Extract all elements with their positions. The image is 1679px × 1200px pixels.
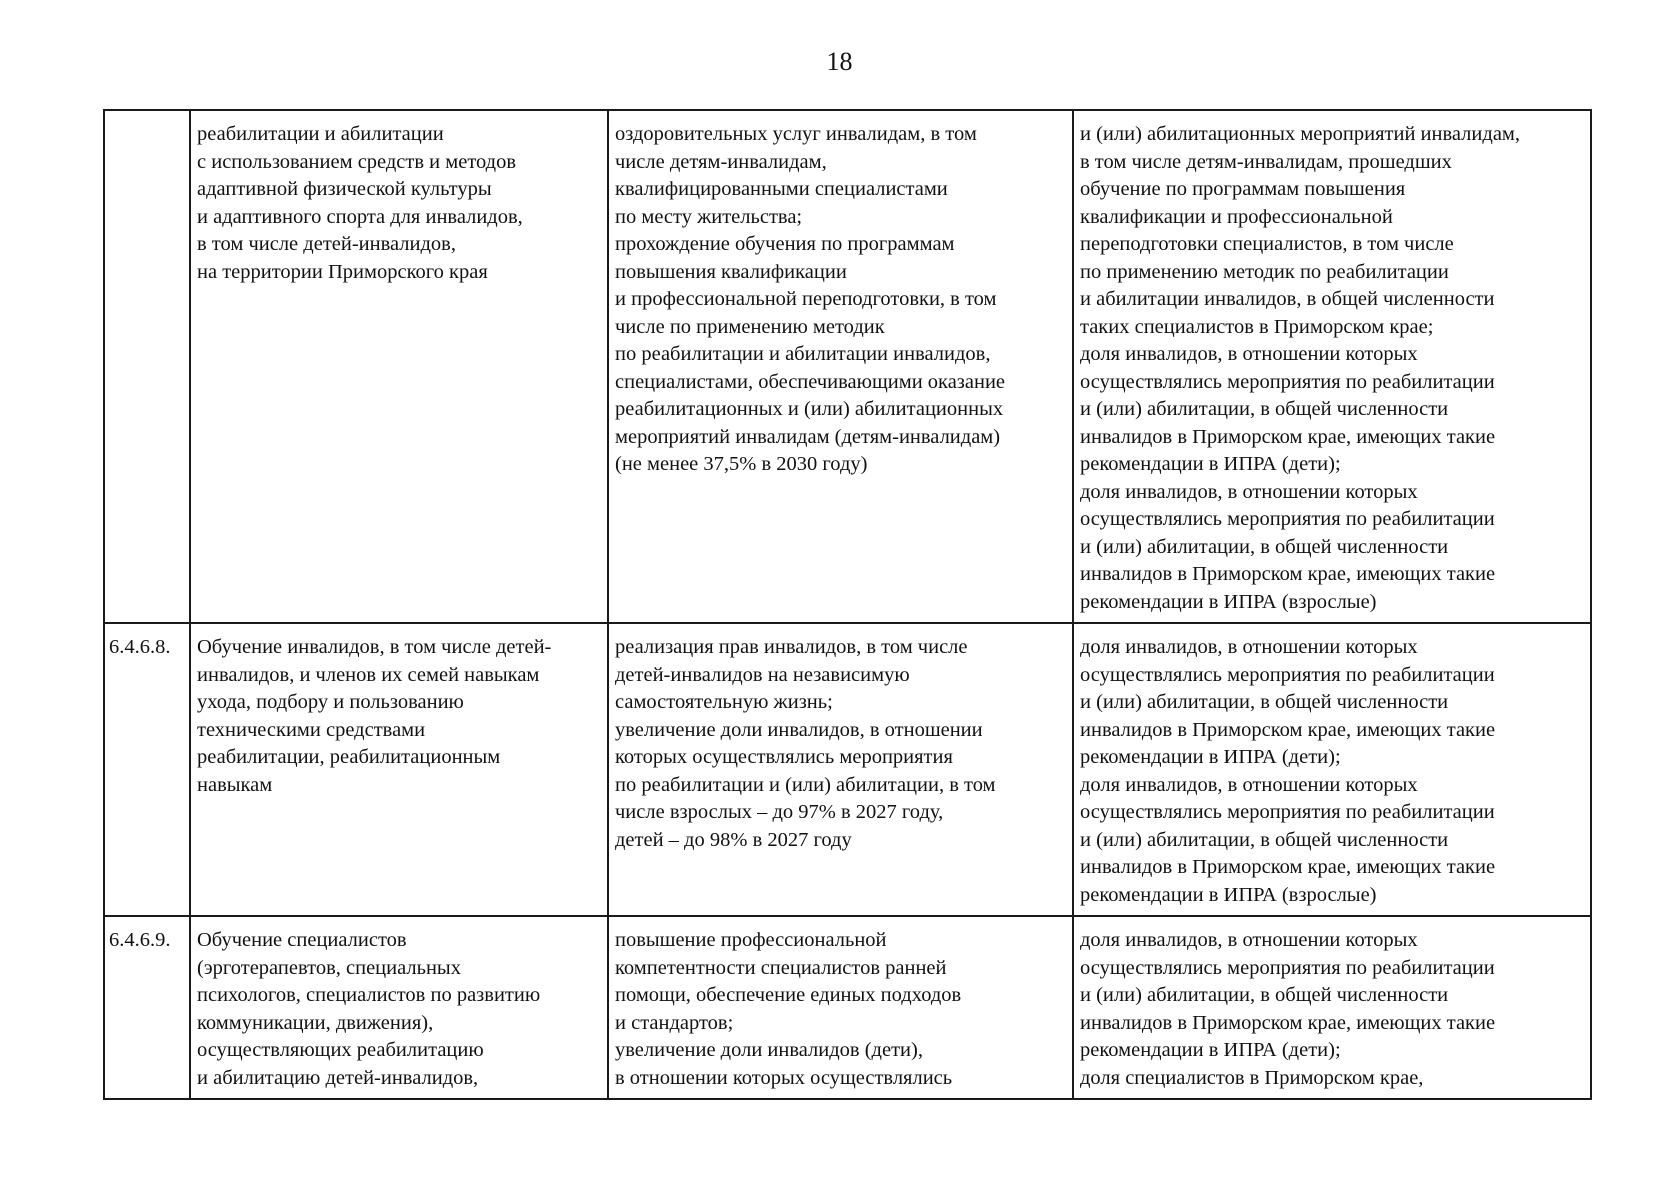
expected-result-cell: повышение профессиональной компетентности специалистов ранней помощи, обеспечение единых подходов и стандартов; увеличение доли инвалидов (дети), в отношении которых осуществлялись: [608, 916, 1073, 1099]
table-row: [104, 623, 1591, 916]
program-table: [103, 109, 1592, 1100]
indicator-cell: доля инвалидов, в отношении которых осуществлялись мероприятия по реабилитации и (или) абилитации, в общей численности инвалидов в Приморском крае, имеющих такие рекомендации в ИПРА (дети); доля инвалидов, в отношении которых осуществлялись мероприятия по реабилитации и (или) абилитации, в общей численности инвалидов в Приморском крае, имеющих такие рекомендации в ИПРА (взрослые): [1073, 623, 1591, 916]
measure-cell: Обучение специалистов (эрготерапевтов, специальных психологов, специалистов по развитию коммуникации, движения), осуществляющих реабилитацию и абилитацию детей-инвалидов,: [190, 916, 608, 1099]
table-row: [104, 916, 1591, 1099]
table-row: [104, 110, 1591, 623]
expected-result-cell: реализация прав инвалидов, в том числе детей-инвалидов на независимую самостоятельную жизнь; увеличение доли инвалидов, в отношении которых осуществлялись мероприятия по реабилитации и (или) абилитации, в том числе взрослых – до 97% в 2027 году, детей – до 98% в 2027 году: [608, 623, 1073, 916]
row-number-cell: 6.4.6.8.: [104, 623, 190, 916]
indicator-cell: доля инвалидов, в отношении которых осуществлялись мероприятия по реабилитации и (или) абилитации, в общей численности инвалидов в Приморском крае, имеющих такие рекомендации в ИПРА (дети); доля специалистов в Приморском крае,: [1073, 916, 1591, 1099]
expected-result-cell: оздоровительных услуг инвалидам, в том числе детям-инвалидам, квалифицированными специалистами по месту жительства; прохождение обучения по программам повышения квалификации и профессиональной переподготовки, в том числе по применению методик по реабилитации и абилитации инвалидов, специалистами, обеспечивающими оказание реабилитационных и (или) абилитационных мероприятий инвалидам (детям-инвалидам) (не менее 37,5% в 2030 году): [608, 110, 1073, 623]
row-number-cell: [104, 110, 190, 623]
indicator-cell: и (или) абилитационных мероприятий инвалидам, в том числе детям-инвалидам, прошедших обучение по программам повышения квалификации и профессиональной переподготовки специалистов, в том числе по применению методик по реабилитации и абилитации инвалидов, в общей численности таких специалистов в Приморском крае; доля инвалидов, в отношении которых осуществлялись мероприятия по реабилитации и (или) абилитации, в общей численности инвалидов в Приморском крае, имеющих такие рекомендации в ИПРА (дети); доля инвалидов, в отношении которых осуществлялись мероприятия по реабилитации и (или) абилитации, в общей численности инвалидов в Приморском крае, имеющих такие рекомендации в ИПРА (взрослые): [1073, 110, 1591, 623]
measure-cell: Обучение инвалидов, в том числе детей- инвалидов, и членов их семей навыкам ухода, подбору и пользованию техническими средствами реабилитации, реабилитационным навыкам: [190, 623, 608, 916]
row-number-cell: 6.4.6.9.: [104, 916, 190, 1099]
measure-cell: реабилитации и абилитации с использованием средств и методов адаптивной физической культуры и адаптивного спорта для инвалидов, в том числе детей-инвалидов, на территории Приморского края: [190, 110, 608, 623]
page-number: 18: [826, 47, 853, 76]
